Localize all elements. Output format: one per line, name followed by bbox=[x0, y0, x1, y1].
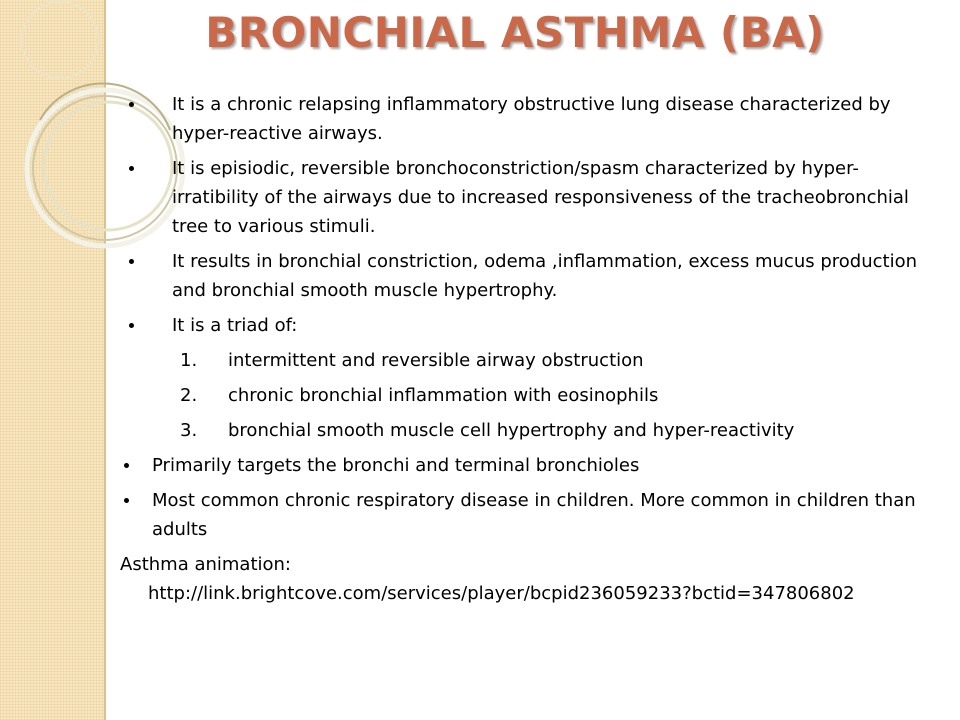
animation-label: Asthma animation: bbox=[120, 554, 291, 575]
bullet-item bbox=[120, 247, 945, 305]
bullet-dot bbox=[129, 102, 134, 107]
bullet-item bbox=[120, 90, 945, 148]
bullet-dot bbox=[129, 166, 134, 171]
summary-bullets bbox=[120, 451, 945, 544]
triad-text: bronchial smooth muscle cell hypertrophy and hyper-reactivity bbox=[228, 420, 795, 441]
decorative-side-panel bbox=[0, 0, 106, 720]
bullet-item bbox=[120, 154, 945, 241]
definition-bullets bbox=[120, 90, 945, 340]
animation-link[interactable]: http://link.brightcove.com/services/player/bcpid236059233?bctid=347806802 bbox=[148, 583, 855, 604]
triad-item bbox=[120, 381, 945, 410]
slide-content bbox=[120, 90, 945, 608]
triad-list bbox=[120, 346, 945, 445]
bullet-item bbox=[120, 486, 945, 544]
bullet-text: It is a chronic relapsing inflammatory obstructive lung disease characterized by hyper-reactive airways. bbox=[172, 94, 891, 144]
bullet-text: Most common chronic respiratory disease in children. More common in children than adults bbox=[152, 490, 916, 540]
slide-title: BRONCHIAL ASTHMA (BA) bbox=[205, 8, 825, 57]
bullet-text: It is a triad of: bbox=[172, 315, 298, 336]
triad-item bbox=[120, 346, 945, 375]
bullet-text: Primarily targets the bronchi and terminal bronchioles bbox=[152, 455, 640, 476]
triad-text: intermittent and reversible airway obstruction bbox=[228, 350, 644, 371]
triad-number: 1. bbox=[180, 350, 198, 371]
bullet-item bbox=[120, 311, 945, 340]
triad-text: chronic bronchial inflammation with eosinophils bbox=[228, 385, 659, 406]
triad-number: 2. bbox=[180, 385, 198, 406]
bullet-dot bbox=[129, 323, 134, 328]
bullet-item bbox=[120, 451, 945, 480]
bullet-dot bbox=[129, 259, 134, 264]
bullet-text: It is episiodic, reversible bronchoconstriction/spasm characterized by hyper-irratibility of the airways due to increased responsiveness of the tracheobronchial tree to various stimuli. bbox=[172, 158, 909, 237]
triad-number: 3. bbox=[180, 420, 198, 441]
animation-block bbox=[120, 550, 945, 608]
triad-item bbox=[120, 416, 945, 445]
bullet-text: It results in bronchial constriction, odema ,inflammation, excess mucus production and bronchial smooth muscle hypertrophy. bbox=[172, 251, 917, 301]
bullet-dot bbox=[124, 498, 129, 503]
bullet-dot bbox=[124, 463, 129, 468]
